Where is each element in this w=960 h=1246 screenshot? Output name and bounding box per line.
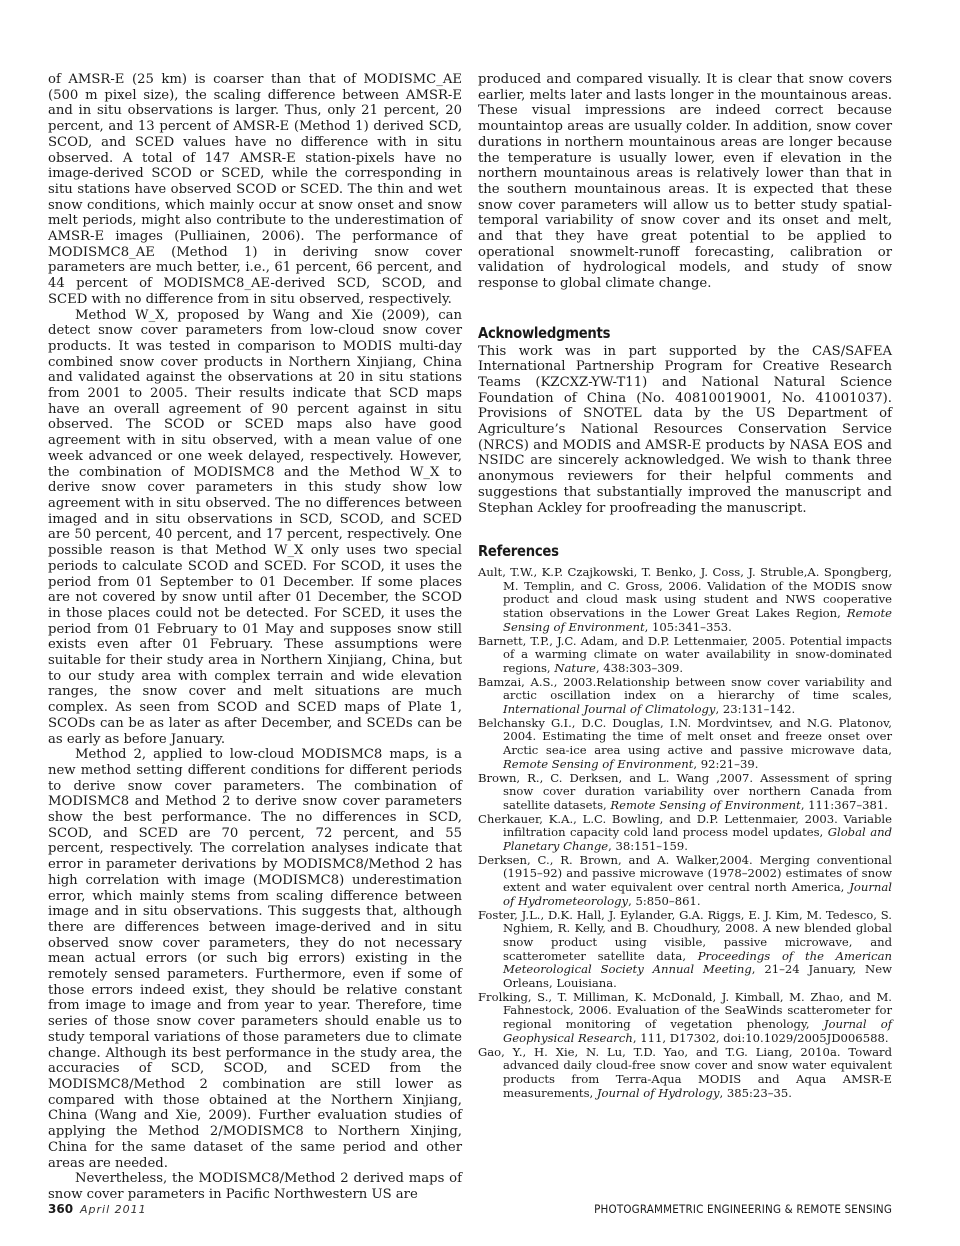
body-paragraph: Method 2, applied to low-cloud MODISMC8 maps, is a new method setting different conditions for different periods to derive snow cover parameters. The combination of MODISMC8 and Method 2 to derive snow cover parameters show the best performance. The no differences in SCD, SCOD, and SCED are 70 percent, 72 percent, and 55 percent, respectively. The correlation analyses indicate that error in parameter derivations by MODISMC8/Method 2 has high correlation with image (MODISMC8) underestimation error, which mainly stems from scaling difference between image and in situ observations. This suggests that, although there are differences between image-derived and in situ observed snow cover parameters, they do not necessary mean actual errors (or such big errors) existing in the remotely sensed parameters. Furthermore, even if some of those errors indeed exist, they should be relative constant from image to image and from year to year. Therefore, time series of those snow cover parameters should enable us to study temporal variations of those parameters due to climate change. Although its best performance in the study area, the accuracies of SCD, SCOD, and SCED from the MODISMC8/Method 2 combination are still lower as compared with those obtained at the Northern Xinjiang, China (Wang and Xie, 2009). Further evaluation studies of applying the Method 2/MODISMC8 to Northern Xinjing, China for the same dataset of the same period and other areas are needed. — [48, 747, 462, 1171]
body-paragraph: of AMSR-E (25 km) is coarser than that of MODISMC_AE (500 m pixel size), the scaling difference between AMSR-E and in situ observations is larger. Thus, only 21 percent, 20 percent, and 13 percent of AMSR-E (Method 1) derived SCD, SCOD, and SCED values have no difference with in situ observed. A total of 147 AMSR-E station-pixels have no image-derived SCOD or SCED, while the corresponding in situ stations have observed SCOD or SCED. The thin and wet snow conditions, which mainly occur at snow onset and snow melt periods, might also contribute to the underestimation of AMSR-E images (Pulliainen, 2006). The performance of MODISMC8_AE (Method 1) in deriving snow cover parameters are much better, i.e., 61 percent, 66 percent, and 44 percent of MODISMC8_AE-derived SCD, SCOD, and SCED with no difference from in situ observed, respectively. — [48, 72, 462, 307]
page-number: 360 — [48, 1202, 74, 1216]
reference-item: Foster, J.L., D.K. Hall, J. Eylander, G.A. Riggs, E. J. Kim, M. Tedesco, S. Nghiem, R. Kelly, and B. Choudhury, 2008. A new blended global snow product using visible, passive microwave, and scatterometer satellite data, Proceedings of the American Meteorological Society Annual Meeting, 21–24 January, New Orleans, Louisiana. — [478, 907, 892, 991]
right-column — [478, 72, 892, 1100]
reference-item: Frolking, S., T. Milliman, K. McDonald, J. Kimball, M. Zhao, and M. Fahnestock, 2006. Evaluation of the SeaWinds scatterometer for regional monitoring of vegetation phenology, Journal of Geophysical Research, 111, D17302, doi:10.1029/2005JD006588. — [478, 989, 892, 1045]
reference-item: Ault, T.W., K.P. Czajkowski, T. Benko, J. Coss, J. Struble,A. Spongberg, M. Templin, and C. Gross, 2006. Validation of the MODIS snow product and cloud mask using student and NWS cooperative station observations in the Lower Great Lakes Region, Remote Sensing of Environment, 105:341–353. — [478, 564, 892, 634]
reference-item: Brown, R., C. Derksen, and L. Wang ,2007. Assessment of spring snow cover duration variability over northern Canada from satellite datasets, Remote Sensing of Environment, 111:367–381. — [478, 770, 892, 812]
journal-name: PHOTOGRAMMETRIC ENGINEERING & REMOTE SENSING — [594, 1202, 892, 1216]
reference-item: Gao, Y., H. Xie, N. Lu, T.D. Yao, and T.G. Liang, 2010a. Toward advanced daily cloud-free snow cover and snow water equivalent products from Terra-Aqua MODIS and Aqua AMSR-E measurements, Journal of Hydrology, 385:23–35. — [478, 1044, 892, 1100]
acknowledgments-heading: Acknowledgments — [478, 323, 611, 342]
reference-list — [478, 566, 892, 1100]
reference-item: Cherkauer, K.A., L.C. Bowling, and D.P. Lettenmaier, 2003. Variable infiltration capacity cold land process model updates, Global and Planetary Change, 38:151–159. — [478, 811, 892, 854]
body-paragraph: produced and compared visually. It is clear that snow covers earlier, melts later and lasts longer in the mountainous areas. These visual impressions are indeed correct because mountaintop areas are usually colder. In addition, snow cover durations in northern mountainous areas are longer because the temperature is usually lower, even if elevation in the northern mountainous areas is relatively lower than that in the southern mountainous areas. It is expected that these snow cover parameters will allow us to better study spatial-temporal variability of snow cover and its onset and melt, and that they have great potential to be applied to operational snowmelt-runoff forecasting, calibration or validation of hydrological models, and study of snow response to global climate change. — [478, 72, 892, 292]
reference-item: Bamzai, A.S., 2003.Relationship between snow cover variability and arctic oscillation index on a hierarchy of time scales, International Journal of Climatology, 23:131–142. — [478, 674, 892, 717]
reference-item: Belchansky G.I., D.C. Douglas, I.N. Mordvintsev, and N.G. Platonov, 2004. Estimating the time of melt onset and freeze onset over Arctic sea-ice area using active and passive microwave data, Remote Sensing of Environment, 92:21–39. — [478, 715, 892, 771]
body-paragraph: Nevertheless, the MODISMC8/Method 2 derived maps of snow cover parameters in Pacific Northwestern US are — [48, 1171, 462, 1202]
acknowledgments-text: This work was in part supported by the CAS/SAFEA International Partnership Program for Creative Research Teams (KZCXZ-YW-T11) and National Natural Science Foundation of China (No. 40810019001, No. 41001037). Provisions of SNOTEL data by the US Department of Agriculture’s National Resources Conservation Service (NRCS) and MODIS and AMSR-E products by NASA EOS and NSIDC are sincerely acknowledged. We wish to thank three anonymous reviewers for their helpful comments and suggestions that substantially improved the manuscript and Stephan Ackley for proofreading the manuscript. — [478, 343, 892, 516]
reference-item: Derksen, C., R. Brown, and A. Walker,2004. Merging conventional (1915–92) and passive microwave (1978–2002) estimates of snow extent and water equivalent over central north America, Journal of Hydrometeorology, 5:850–861. — [478, 852, 892, 908]
body-paragraph: Method W_X, proposed by Wang and Xie (2009), can detect snow cover parameters from low-cloud snow cover products. It was tested in comparison to MODIS multi-day combined snow cover products in Northern Xinjiang, China and validated against the observations at 20 in situ stations from 2001 to 2005. Their results indicate that SCD maps have an overall agreement of 90 percent against in situ observed. The SCOD or SCED maps also have good agreement with in situ observed, with a mean value of one week advanced or one week delayed, respectively. However, the combination of MODISMC8 and the Method W_X to derive snow cover parameters in this study show low agreement with in situ observed. The no differences between imaged and in situ observations in SCD, SCOD, and SCED are 50 percent, 40 percent, and 17 percent, respectively. One possible reason is that Method W_X only uses two special periods to calculate SCOD and SCED. For SCOD, it uses the period from 01 September to 01 December. If some places are not covered by snow until after 01 December, the SCOD in those places could not be detected. For SCED, it uses the period from 01 February to 01 May and supposes snow still exists even after 01 February. These assumptions were suitable for their study area in Northern Xinjiang, China, but to our study area with complex terrain and wide elevation ranges, the snow cover and melt situations are much complex. As seen from SCOD and SCED maps of Plate 1, SCODs can be as later as after December, and SCEDs can be as early as before January. — [48, 307, 462, 747]
references-heading: References — [478, 542, 559, 561]
left-column — [48, 72, 462, 1203]
issue-date: April 2011 — [80, 1203, 147, 1216]
page-footer — [48, 1202, 892, 1222]
reference-item: Barnett, T.P., J.C. Adam, and D.P. Lettenmaier, 2005. Potential impacts of a warming climate on water availability in snow-dominated regions, Nature, 438:303–309. — [478, 633, 892, 675]
